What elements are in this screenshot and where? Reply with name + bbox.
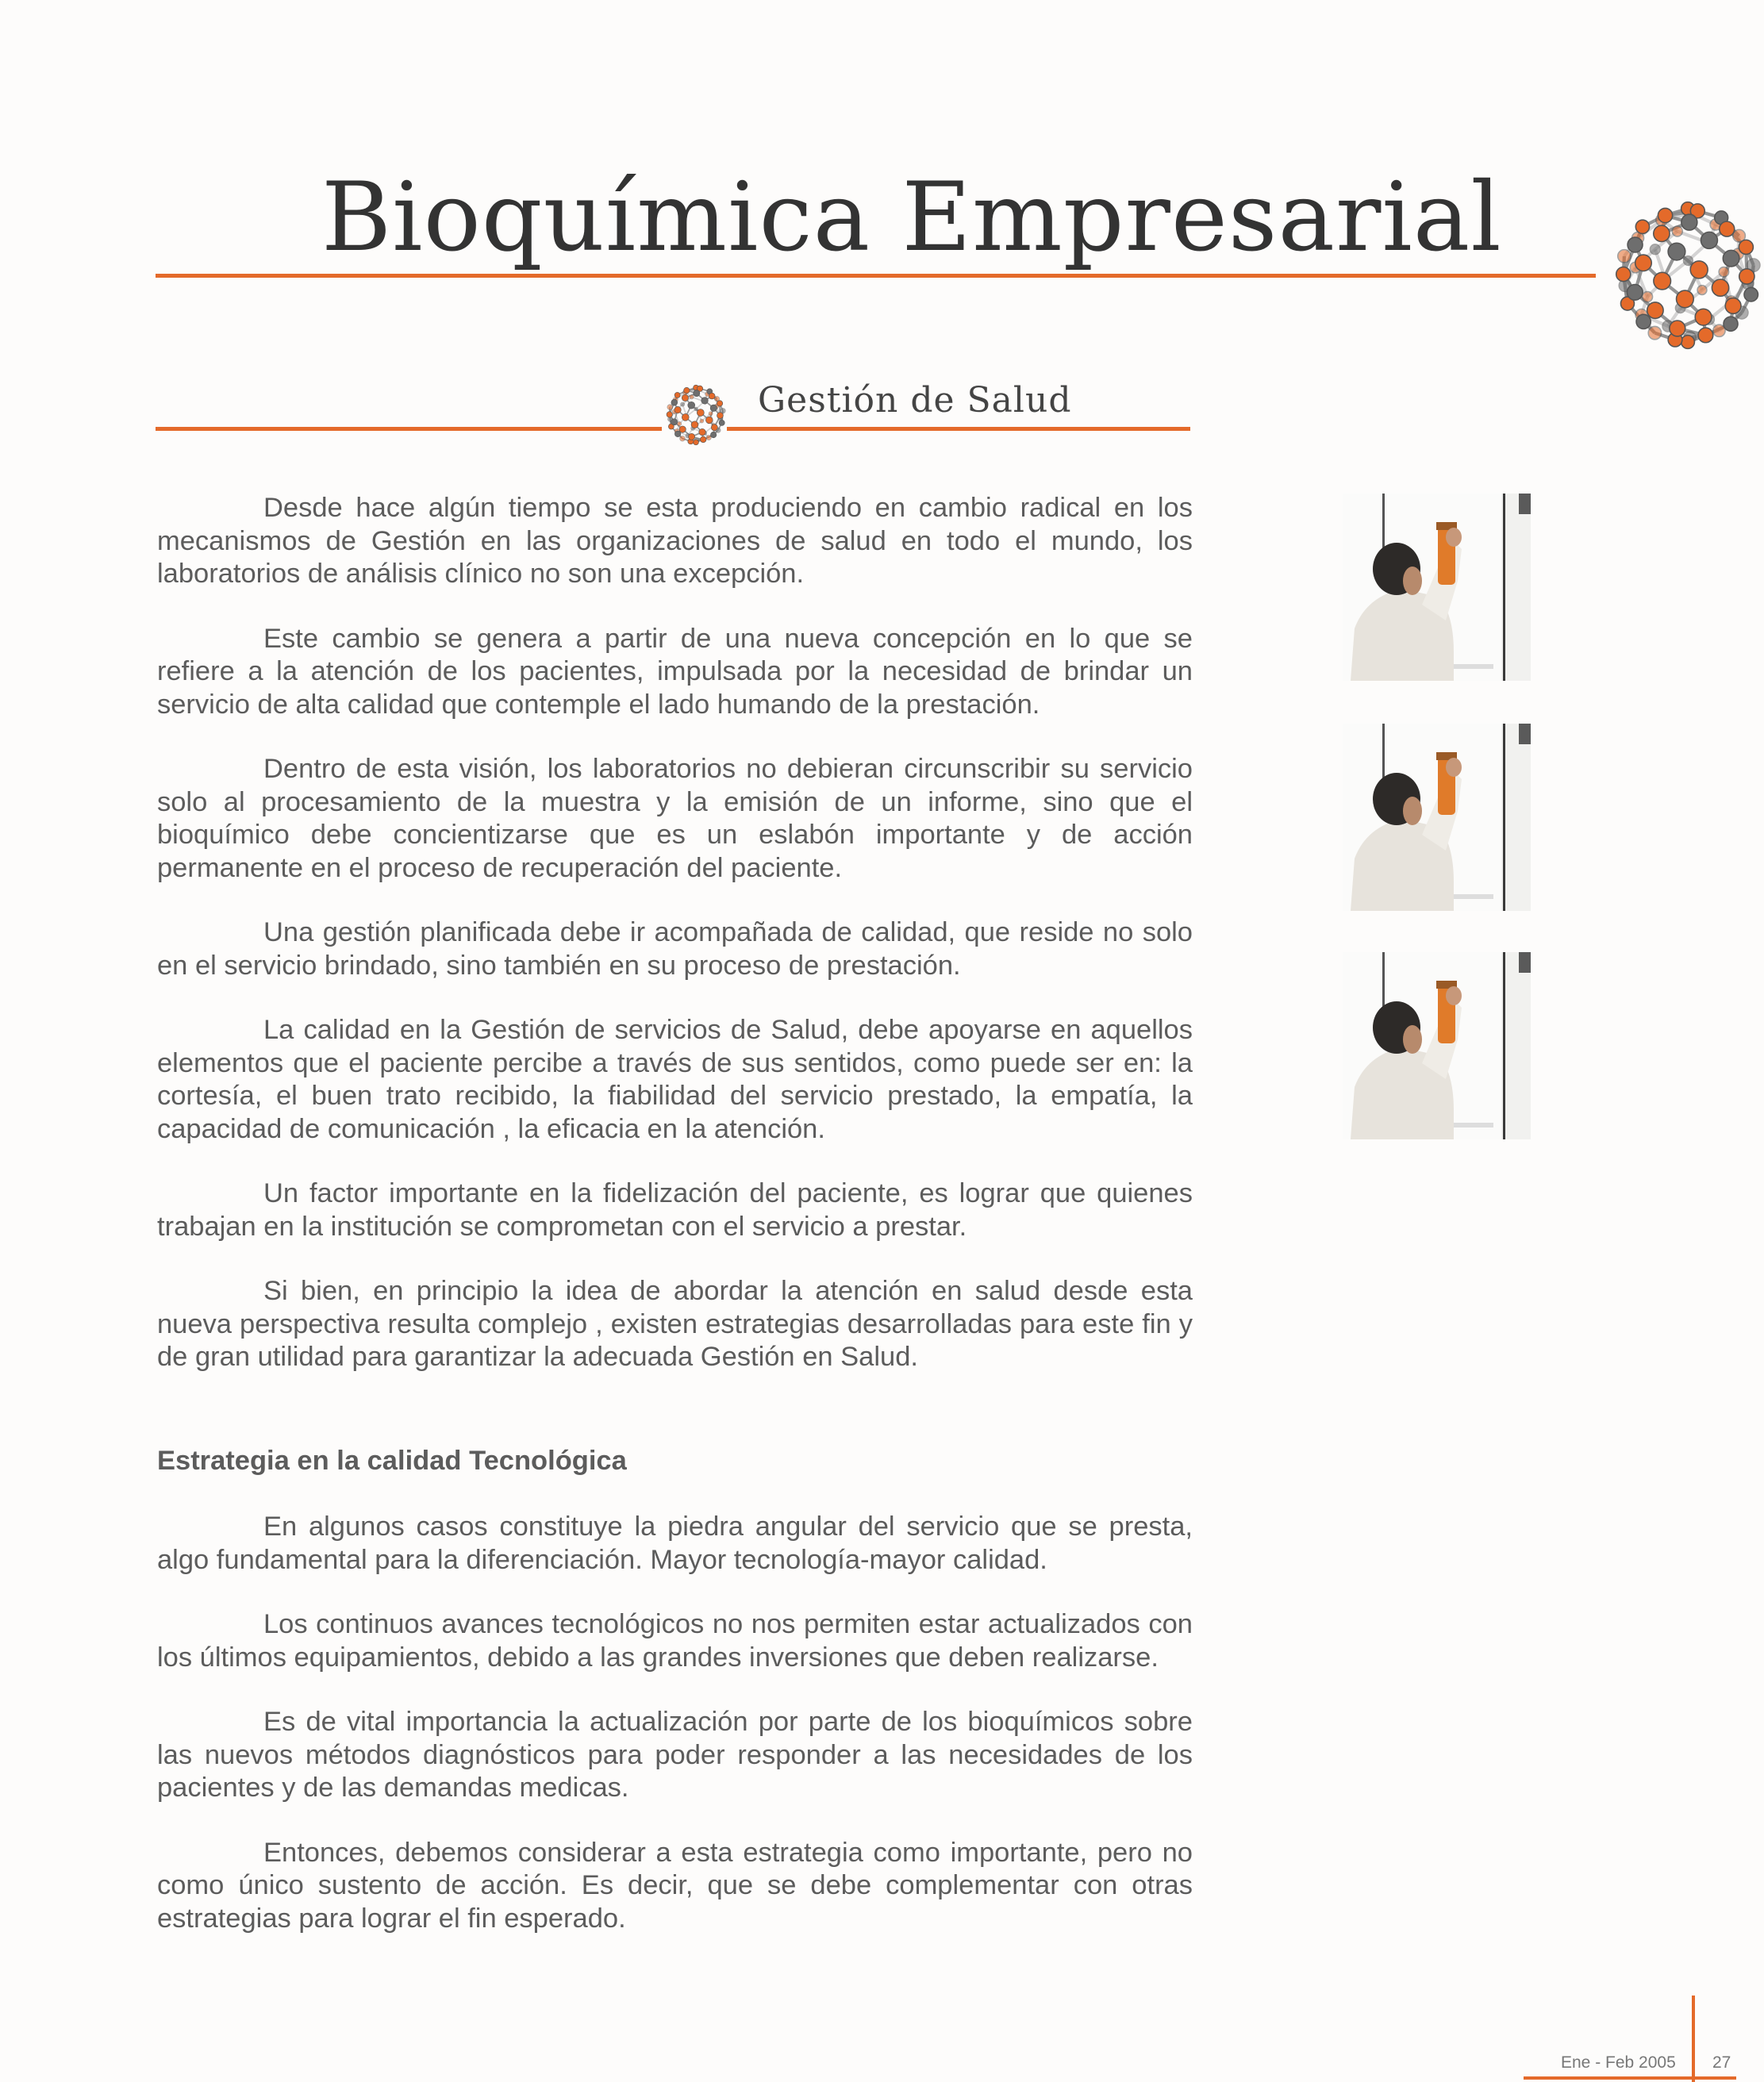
molecule-atom	[1635, 255, 1652, 271]
molecule-atom	[1681, 336, 1695, 349]
paragraph: Un factor importante en la fidelización del paciente, es lograr que quienes trabajan en la institución se comprometan con el servicio a prestar.	[157, 1178, 1193, 1242]
molecule-icon	[1605, 192, 1764, 359]
molecule-atom	[710, 405, 717, 411]
molecule-atom	[667, 412, 672, 417]
molecule-atom	[682, 394, 688, 401]
lab-technician-photo	[1343, 494, 1531, 681]
molecule-atom	[719, 420, 724, 425]
molecule-atom	[1724, 317, 1738, 331]
paragraph: Los continuos avances tecnológicos no nos permiten estar actualizados con los últimos equipamientos, debido a las grandes inversiones que deben realizarse.	[157, 1609, 1193, 1673]
molecule-atom	[680, 436, 686, 441]
photo-content	[1343, 724, 1531, 911]
molecule-atom	[709, 393, 715, 399]
molecule-atom	[1697, 286, 1707, 295]
molecule-atom	[1647, 302, 1663, 318]
molecule-atom	[711, 424, 717, 431]
molecule-atom	[709, 412, 713, 416]
molecule-atom	[1650, 244, 1660, 255]
molecule-small-icon	[662, 381, 730, 449]
section-divider-left	[156, 427, 662, 431]
molecule-atom	[700, 419, 704, 423]
molecule-atom	[671, 419, 678, 425]
molecule-atom	[682, 413, 689, 421]
molecule-atom	[1690, 261, 1708, 278]
molecule-atom	[1723, 250, 1739, 267]
issue-date: Ene - Feb 2005	[1561, 2053, 1676, 2072]
footer-divider-horizontal	[1524, 2076, 1736, 2080]
molecule-atom	[1695, 309, 1712, 325]
molecule-atom	[710, 432, 716, 437]
molecule-atom	[681, 402, 685, 406]
molecule-atom	[679, 426, 686, 432]
molecule-atom	[1670, 321, 1685, 336]
article-body	[157, 492, 1193, 1967]
molecule-atom	[699, 428, 705, 435]
molecule-atom	[1643, 292, 1653, 302]
paragraph: La calidad en la Gestión de servicios de Salud, debe apoyarse en aquellos elementos que el paciente percibe a través de sus sentidos, como puede ser en: la cortesía, el buen trato recibido, la fiabilidad del servicio prestado, la empatía, la capacidad de comunicación , la eficacia en la atención.	[157, 1015, 1193, 1144]
molecule-atom	[1744, 287, 1758, 301]
molecule-atom	[689, 433, 695, 440]
paragraph: Este cambio se genera a partir de una nueva concepción en lo que se refiere a la atención de los pacientes, impulsada por la necesidad de brindar un servicio de alta calidad que contemple el lado humando de la prestación.	[157, 623, 1193, 720]
molecule-atom	[701, 398, 709, 405]
molecule-atom	[717, 413, 724, 419]
molecule-atom	[1698, 328, 1713, 343]
paragraph: En algunos casos constituye la piedra angular del servicio que se presta, algo fundamental para la diferenciación. Mayor tecnología-mayor calidad.	[157, 1512, 1193, 1575]
photo-content	[1343, 494, 1531, 681]
molecule-atom	[1677, 290, 1694, 308]
paragraph: Entonces, debemos considerar a esta estrategia como importante, pero no como único sustento de acción. Es decir, que se debe complementar con otras estrategias para lograr el fin esperado.	[157, 1837, 1193, 1934]
lab-technician-photo	[1343, 724, 1531, 911]
page-number: 27	[1712, 2053, 1731, 2072]
subheading: Estrategia en la calidad Tecnológica	[157, 1445, 627, 1476]
molecule-atom	[1720, 221, 1735, 236]
paragraph: Si bien, en principio la idea de abordar la atención en salud desde esta nueva perspectiva resulta complejo , existen estrategias desarrolladas para este fin y de gran utilidad para garantizar la adecuada Gestión en Salud.	[157, 1276, 1193, 1372]
molecule-atom	[1668, 243, 1685, 260]
paragraph: Dentro de esta visión, los laboratorios no debieran circunscribir su servicio solo al procesamiento de la muestra y la emisión de un informe, sino que el bioquímico debe concientizarse que es un eslabón importante y de acción permanente en el proceso de recuperación del paciente.	[157, 754, 1193, 883]
molecule-atom	[674, 431, 680, 436]
molecule-atom	[1627, 285, 1643, 301]
molecule-atom	[1618, 250, 1631, 263]
page-title: Bioquímica Empresarial	[321, 163, 1502, 273]
molecule-atom	[684, 387, 690, 393]
lab-technician-photo	[1343, 952, 1531, 1139]
molecule-atom	[688, 401, 695, 409]
molecule-atom	[674, 406, 681, 413]
molecule-atom	[674, 392, 680, 398]
molecule-atom	[717, 401, 722, 406]
molecule-atom	[1725, 298, 1741, 314]
molecule-atom	[1658, 208, 1672, 222]
paragraph: Desde hace algún tiempo se esta produciendo en cambio radical en los mecanismos de Gestión en las organizaciones de salud en todo el mundo, los laboratorios de análisis clínico no son una excepción.	[157, 493, 1193, 589]
molecule-atom	[1701, 232, 1717, 248]
molecule-atom	[1739, 269, 1754, 284]
molecule-atom	[1616, 267, 1631, 282]
molecule-atom	[1672, 226, 1682, 236]
molecule-atom	[1654, 272, 1671, 290]
molecule-atom	[700, 436, 706, 443]
molecule-atom	[1628, 237, 1643, 252]
molecule-atom	[705, 417, 713, 424]
molecule-atom	[691, 421, 698, 428]
molecule-atom	[1739, 240, 1753, 254]
molecule-atom	[1684, 256, 1693, 266]
molecule-atom	[1719, 267, 1728, 277]
molecule-atom	[697, 409, 704, 417]
molecule-atom	[667, 405, 673, 410]
section-title: Gestión de Salud	[758, 380, 1072, 421]
paragraph: Es de vital importancia la actualización por parte de los bioquímicos sobre las nuevos métodos diagnósticos para poder responder a las necesidades de los pacientes y de las demandas medicas.	[157, 1707, 1193, 1803]
title-divider	[156, 274, 1596, 278]
molecule-atom	[1654, 225, 1670, 241]
molecule-atom	[1712, 279, 1728, 296]
photo-content	[1343, 952, 1531, 1139]
molecule-atom	[1636, 314, 1651, 328]
molecule-atom	[1648, 326, 1661, 339]
molecule-atom	[677, 421, 681, 425]
molecule-atom	[1635, 220, 1649, 233]
molecule-atom	[694, 407, 698, 411]
footer-divider-vertical	[1692, 1996, 1695, 2082]
molecule-atom	[690, 395, 694, 399]
molecule-atom	[1681, 214, 1697, 230]
paragraph: Una gestión planificada debe ir acompañada de calidad, que reside no solo en el servicio brindado, sino también en su proceso de prestación.	[157, 917, 1193, 981]
molecule-atom	[694, 440, 699, 445]
molecule-atom	[694, 390, 700, 397]
molecule-atom	[671, 399, 678, 405]
